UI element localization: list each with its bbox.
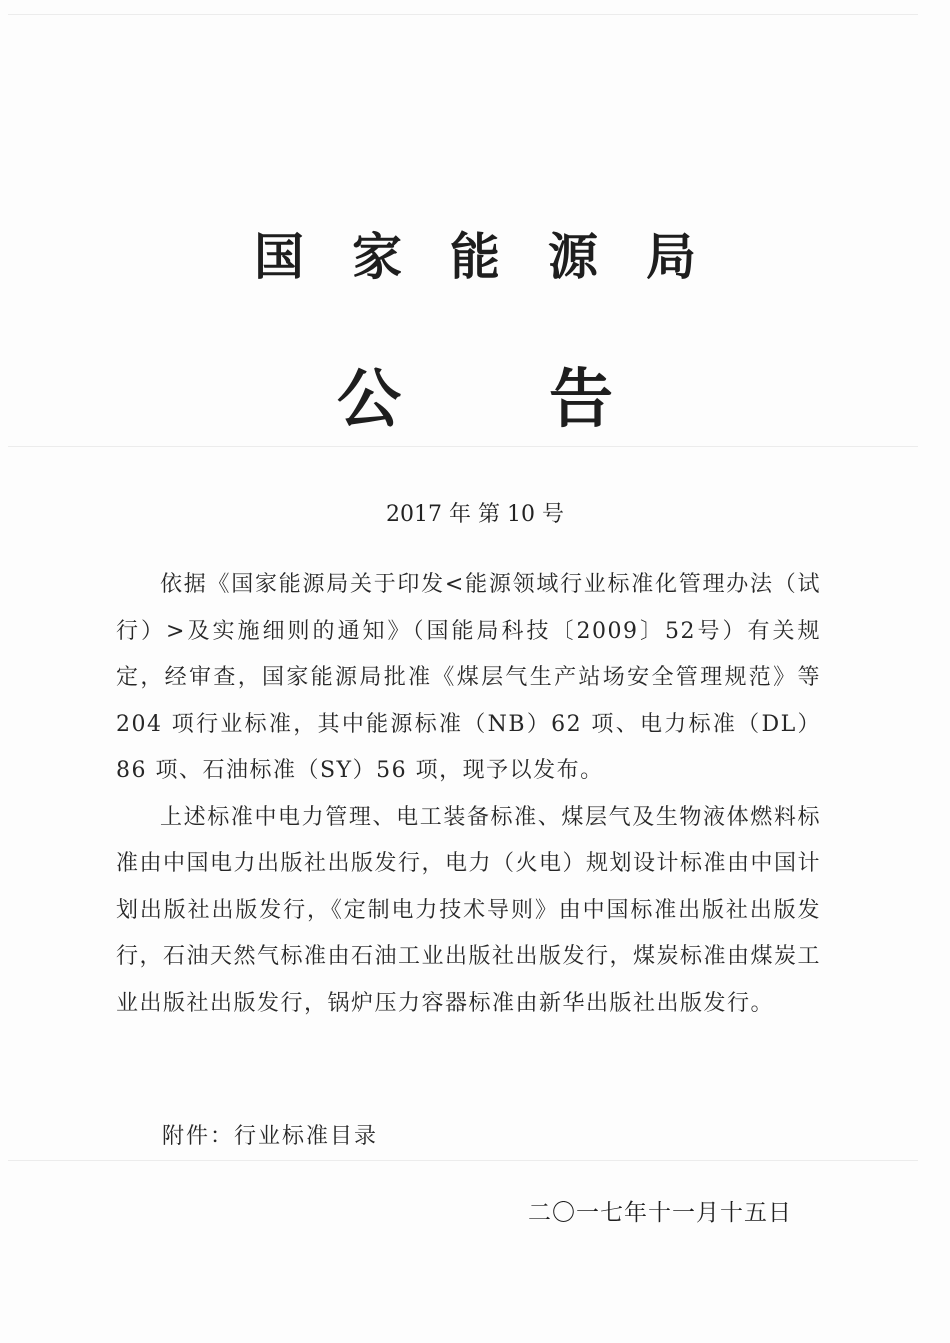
issue-date: 二〇一七年十一月十五日 [528,1200,792,1226]
scan-artifact-line-top [8,14,918,15]
attachment-note: 附件：行业标准目录 [162,1124,379,1149]
issuing-agency: 国家能源局 [254,228,744,286]
scan-artifact-line-lower [8,1160,918,1161]
document-number: 2017 年 第 10 号 [386,502,564,527]
announcement-body [116,562,821,1027]
document-type-title: 公告 [337,363,761,437]
body-paragraph-2: 上述标准中电力管理、电工装备标准、煤层气及生物液体燃料标准由中国电力出版社出版发行，电力（火电）规划设计标准由中国计划出版社出版发行，《定制电力技术导则》由中国标准出版社出版发行，石油天然气标准由石油工业出版社出版发行，煤炭标准由煤炭工业出版社出版发行，锅炉压力容器标准由新华出版社出版发行。 [116,804,822,1016]
scan-artifact-line-upper [8,446,918,447]
body-paragraph-1: 依据《国家能源局关于印发<能源领域行业标准化管理办法（试行）>及实施细则的通知》（国能局科技〔2009〕52号）有关规定，经审查，国家能源局批准《煤层气生产站场安全管理规范》等 204 项行业标准，其中能源标准（NB）62 项、电力标准（DL）86 项、石油标准（SY）56 项，现予以发布。 [116,572,821,783]
